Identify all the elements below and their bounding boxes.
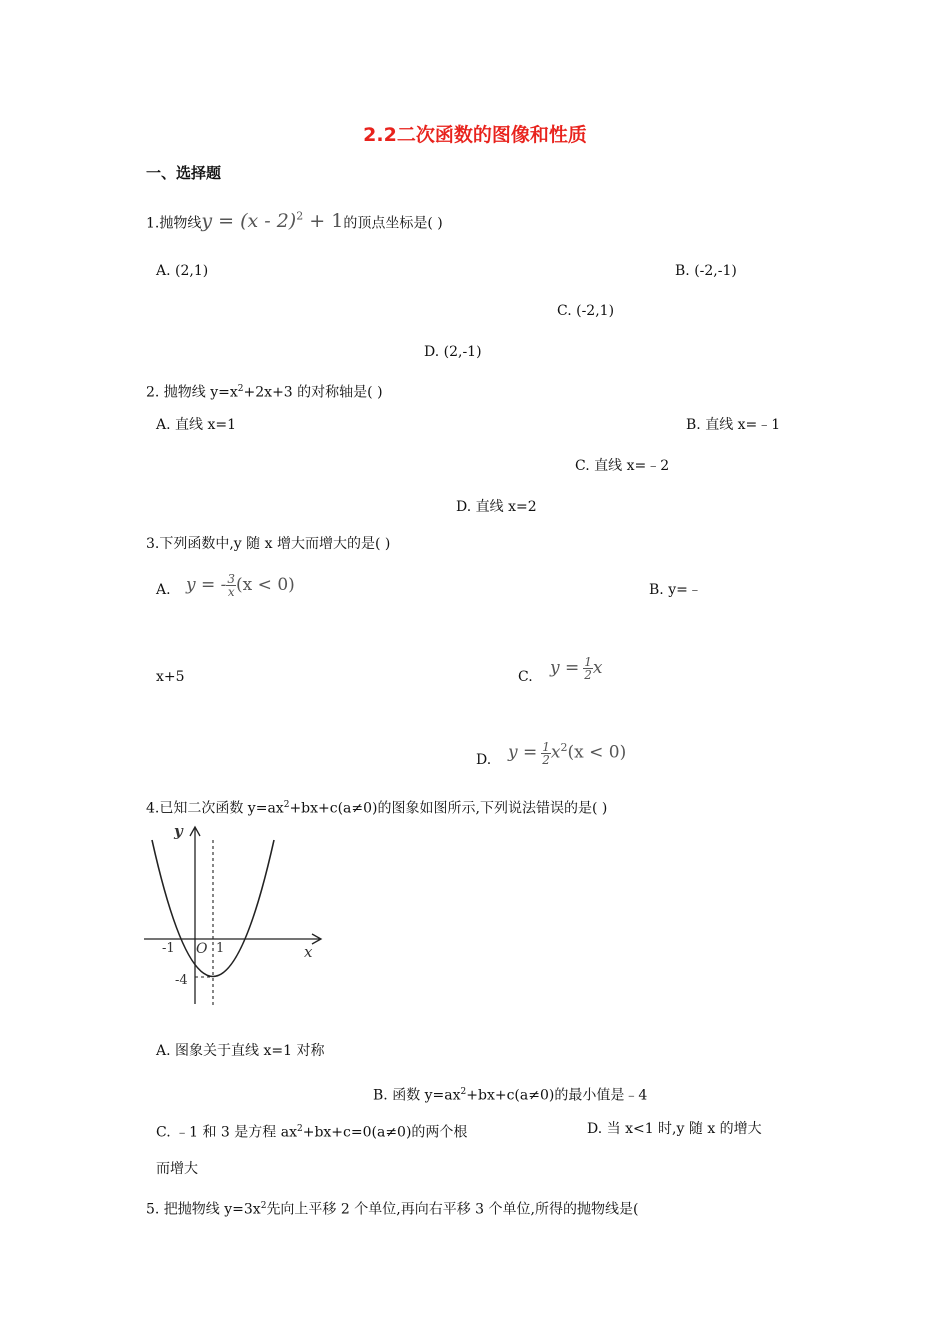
question-5: 5. 把抛物线 $y=3x^2$先向上平移 2 个单位,再向右平移 3 个单位,所得的抛物线是( xyxy=(146,1201,639,1218)
q4-option-c: C. ﹣1 和 3 是方程 $ax^2+bx+c=0(a\ne 0)$的两个根 xyxy=(156,1124,468,1141)
q4-option-d: D. 当 x<1 时,y 随 x 的增大 xyxy=(587,1121,762,1137)
question-3: 3.下列函数中,y 随 x 增大而增大的是( ) xyxy=(146,536,391,552)
q1-option-b: B. (-2,-1) xyxy=(675,263,737,279)
q3-option-c-label: C. xyxy=(518,669,533,685)
section-heading: 一、选择题 xyxy=(146,164,222,182)
q1-formula: y = (x - 2)$^2$ + 1 xyxy=(201,210,344,233)
q1-option-c: C. (-2,1) xyxy=(557,303,615,319)
q2-option-c: C. 直线 x=﹣2 xyxy=(575,458,670,474)
q1-prefix: 1.抛物线 xyxy=(146,215,202,232)
min-value-label: -4 xyxy=(175,973,188,988)
q3-option-d-formula: y = $\frac{1}{2}$ $x^2(x < 0)$ xyxy=(508,739,627,767)
origin-label: O xyxy=(196,941,208,957)
q1-option-a: A. (2,1) xyxy=(156,263,209,279)
q2-option-d: D. 直线 x=2 xyxy=(456,499,537,515)
tick-one-label: 1 xyxy=(216,941,225,956)
document-title: 2.2二次函数的图像和性质 xyxy=(363,124,587,146)
question-2: 2. 抛物线 $y=x^2+2x+3$ 的对称轴是( ) xyxy=(146,384,383,401)
q1-suffix: 的顶点坐标是( ) xyxy=(343,215,443,232)
q3-option-a-formula: y = - $\frac{3}{x}$ (x < 0) xyxy=(186,572,295,599)
question-4: 4.已知二次函数 $y=ax^2+bx+c(a\ne 0)$的图象如图所示,下列说法错误的是( ) xyxy=(146,800,608,817)
q4-option-a: A. 图象关于直线 x=1 对称 xyxy=(156,1043,325,1059)
q3-option-b-label: B. y=﹣ xyxy=(649,582,702,598)
q2-option-a: A. 直线 x=1 xyxy=(156,417,236,433)
parabola-graph xyxy=(140,818,330,1010)
question-1 xyxy=(146,208,443,232)
x-axis-label: x xyxy=(304,943,313,961)
root-neg-one-label: -1 xyxy=(162,941,175,956)
q3-option-d-label: D. xyxy=(476,752,492,768)
q3-option-c-formula: y = $\frac{1}{2}$ x xyxy=(550,655,603,682)
q4-option-b: B. 函数 $y=ax^2+bx+c(a\ne 0)$的最小值是﹣4 xyxy=(373,1087,648,1104)
q2-option-b: B. 直线 x=﹣1 xyxy=(686,417,781,433)
y-axis-label: y xyxy=(174,822,183,840)
q4-option-d-cont: 而增大 xyxy=(156,1161,198,1177)
q3-option-a-label: A. xyxy=(156,582,171,598)
q3-option-b-cont: x+5 xyxy=(156,669,185,685)
q1-option-d: D. (2,-1) xyxy=(424,344,482,360)
